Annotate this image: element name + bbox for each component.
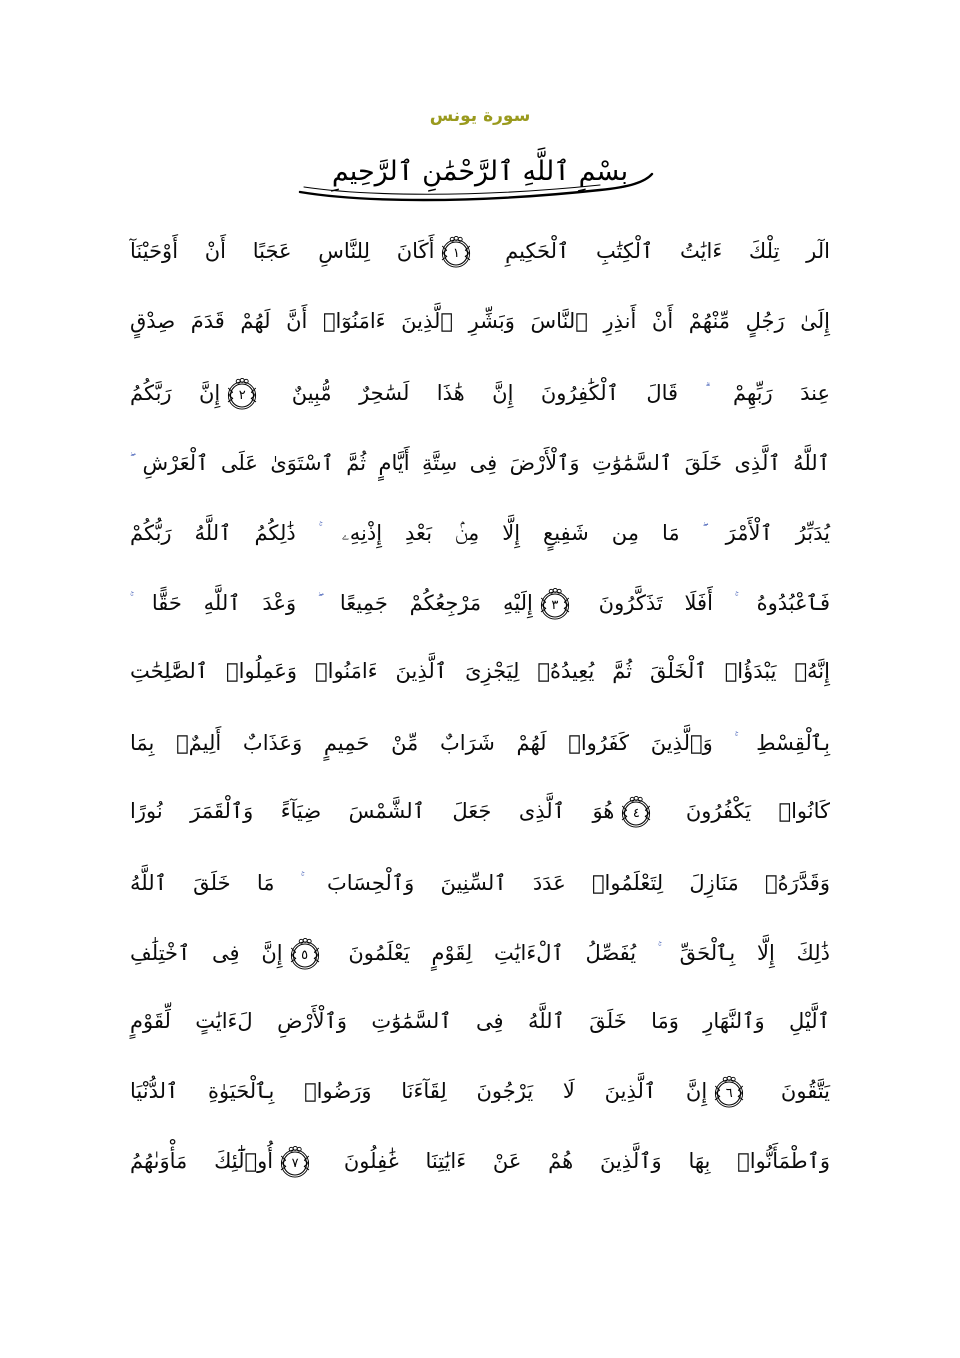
ayah-line-text: [130, 784, 830, 838]
ayah-line-text: [130, 994, 830, 1048]
ayah-number-marker-icon[interactable]: [225, 377, 259, 411]
ayah-line-text: [130, 432, 830, 490]
ayah-line: [130, 916, 830, 986]
ayah-text-segment: ٱللَّهُ ٱلَّذِى خَلَقَ ٱلسَّمَٰوَٰتِ وَٱلْأَرْضَ فِى سِتَّةِ أَيَّامٍ ثُمَّ ٱسْتَوَىٰ عَلَى ٱلْعَرْشِ: [142, 451, 830, 475]
ayah-number: ٤: [632, 805, 640, 821]
ayah-line: [130, 1126, 830, 1196]
ayah-line: [130, 216, 830, 286]
ayah-line-text: [130, 294, 830, 348]
ayah-number-marker-icon[interactable]: [712, 1075, 746, 1109]
ayah-line: [130, 1056, 830, 1126]
ayah-line: [130, 356, 830, 426]
ayah-line: [130, 776, 830, 846]
ayah-text-segment: أَكَانَ لِلنَّاسِ عَجَبًا أَنْ أَوْحَيْنَآ: [130, 239, 435, 263]
ayah-text-segment: عِندَ رَبِّهِمْ: [733, 381, 830, 405]
ayah-line-text: [130, 1134, 830, 1188]
ayah-text-segment: مَا خَلَقَ ٱللَّهُ: [130, 871, 275, 895]
ayah-text-segment: ذَٰلِكَ إِلَّا بِٱلْحَقِّ: [679, 941, 830, 965]
ayah-line-text: [130, 712, 830, 770]
bismillah-text: بِسْمِ ٱللَّهِ ٱلرَّحْمَٰنِ ٱلرَّحِيمِ: [331, 156, 629, 187]
ayah-text-segment: إِنَّ رَبَّكُمُ: [130, 381, 221, 405]
ayah-number-marker-icon[interactable]: [288, 937, 322, 971]
ayah-text-segment: بِٱلْقِسْطِ: [756, 731, 830, 755]
ayah-text-segment: ٱلَّيْلِ وَٱلنَّهَارِ وَمَا خَلَقَ ٱللَّهُ فِى ٱلسَّمَٰوَٰتِ وَٱلْأَرْضِ لَءَايَٰتٍ لِّقَوْمٍ: [130, 1009, 830, 1033]
ayah-line: [130, 706, 830, 776]
ayah-number: ٢: [238, 387, 246, 403]
ayah-number: ٧: [291, 1155, 299, 1171]
bismillah-block: [270, 146, 690, 208]
ayah-text-segment: وَعْدَ ٱللَّهِ حَقًّا: [151, 591, 297, 615]
ayah-line-text: [130, 852, 830, 910]
ayah-text-segment: إِنَّ ٱلَّذِينَ لَا يَرْجُونَ لِقَآءَنَا وَرَضُوا۟ بِٱلْحَيَوٰةِ ٱلدُّنْيَا: [130, 1079, 708, 1103]
quran-text-body: [130, 216, 830, 1196]
ayah-line: [130, 986, 830, 1056]
ayah-number: ٦: [725, 1085, 733, 1101]
ayah-text-segment: إِنَّ فِى ٱخْتِلَٰفِ: [130, 941, 283, 965]
ayah-number-marker-icon[interactable]: [278, 1145, 312, 1179]
ayah-line-text: [130, 224, 830, 278]
ayah-text-segment: الٓر تِلْكَ ءَايَٰتُ ٱلْكِتَٰبِ ٱلْحَكِيمِ: [505, 239, 830, 263]
ayah-text-segment: إِلَيْهِ مَرْجِعُكُمْ جَمِيعًا: [339, 591, 533, 615]
ayah-line-text: [130, 572, 830, 630]
ayah-line-text: [130, 922, 830, 980]
ayah-line: [130, 496, 830, 566]
ayah-text-segment: وَقَدَّرَهُۥ مَنَازِلَ لِتَعْلَمُوا۟ عَدَدَ ٱلسِّنِينَ وَٱلْحِسَابَ: [326, 871, 830, 895]
ayah-text-segment: إِنَّهُۥ يَبْدَؤُا۟ ٱلْخَلْقَ ثُمَّ يُعِيدُهُۥ لِيَجْزِىَ ٱلَّذِينَ ءَامَنُوا۟ وَعَمِلُوا۟ ٱلصَّٰلِحَٰتِ: [130, 659, 830, 683]
ayah-text-segment: فَٱعْبُدُوهُ: [756, 591, 830, 615]
ayah-text-segment: وَٱطْمَأَنُّوا۟ بِهَا وَٱلَّذِينَ هُمْ عَنْ ءَايَٰتِنَا غَٰفِلُونَ: [343, 1149, 830, 1173]
ayah-text-segment: ذَٰلِكُمُ ٱللَّهُ رَبُّكُمْ: [130, 521, 296, 545]
ayah-number-marker-icon[interactable]: [439, 235, 473, 269]
surah-title: سورة يونس: [429, 106, 531, 126]
ayah-text-segment: أَفَلَا تَذَكَّرُونَ: [598, 591, 713, 615]
ayah-text-segment: كَانُوا۟ يَكْفُرُونَ: [685, 799, 830, 823]
ayah-text-segment: يُدَبِّرُ ٱلْأَمْرَ: [725, 521, 831, 545]
ayah-text-segment: قَالَ ٱلْكَٰفِرُونَ إِنَّ هَٰذَا لَسَٰحِرٌ مُّبِينٌ: [291, 381, 679, 405]
ayah-text-segment: مَا مِن شَفِيعٍ إِلَّا مِنۢ بَعْدِ إِذْنِهِۦ: [341, 521, 680, 545]
ayah-text-segment: يُفَصِّلُ ٱلْءَايَٰتِ لِقَوْمٍ يَعْلَمُونَ: [348, 941, 637, 965]
ayah-line: [130, 286, 830, 356]
ayah-text-segment: يَتَّقُونَ: [780, 1079, 830, 1103]
ayah-line-text: [130, 362, 830, 420]
ayah-text-segment: وَٱلَّذِينَ كَفَرُوا۟ لَهُمْ شَرَابٌ مِّنْ حَمِيمٍ وَعَذَابٌ أَلِيمٌۢ بِمَا: [130, 731, 713, 755]
ayah-number-marker-icon[interactable]: [538, 587, 572, 621]
ayah-text-segment: أُو۟لَٰٓئِكَ مَأْوَىٰهُمُ: [130, 1149, 274, 1173]
ayah-line-text: [130, 644, 830, 698]
ayah-line: [130, 566, 830, 636]
ayah-number: ٣: [551, 597, 559, 613]
ayah-number-marker-icon[interactable]: [619, 795, 653, 829]
ayah-line-text: [130, 502, 830, 560]
ayah-line: [130, 426, 830, 496]
ayah-text-segment: هُوَ ٱلَّذِى جَعَلَ ٱلشَّمْسَ ضِيَآءً وَٱلْقَمَرَ نُورًا: [130, 799, 615, 823]
ayah-text-segment: إِلَىٰ رَجُلٍ مِّنْهُمْ أَنْ أَنذِرِ ٱلنَّاسَ وَبَشِّرِ ٱلَّذِينَ ءَامَنُوٓا۟ أَنَّ لَهُمْ قَدَمَ صِدْقٍ: [130, 309, 830, 333]
ayah-line-text: [130, 1064, 830, 1118]
ayah-number: ١: [452, 245, 460, 261]
ayah-line: [130, 846, 830, 916]
ayah-number: ٥: [301, 947, 309, 963]
ayah-line: [130, 636, 830, 706]
